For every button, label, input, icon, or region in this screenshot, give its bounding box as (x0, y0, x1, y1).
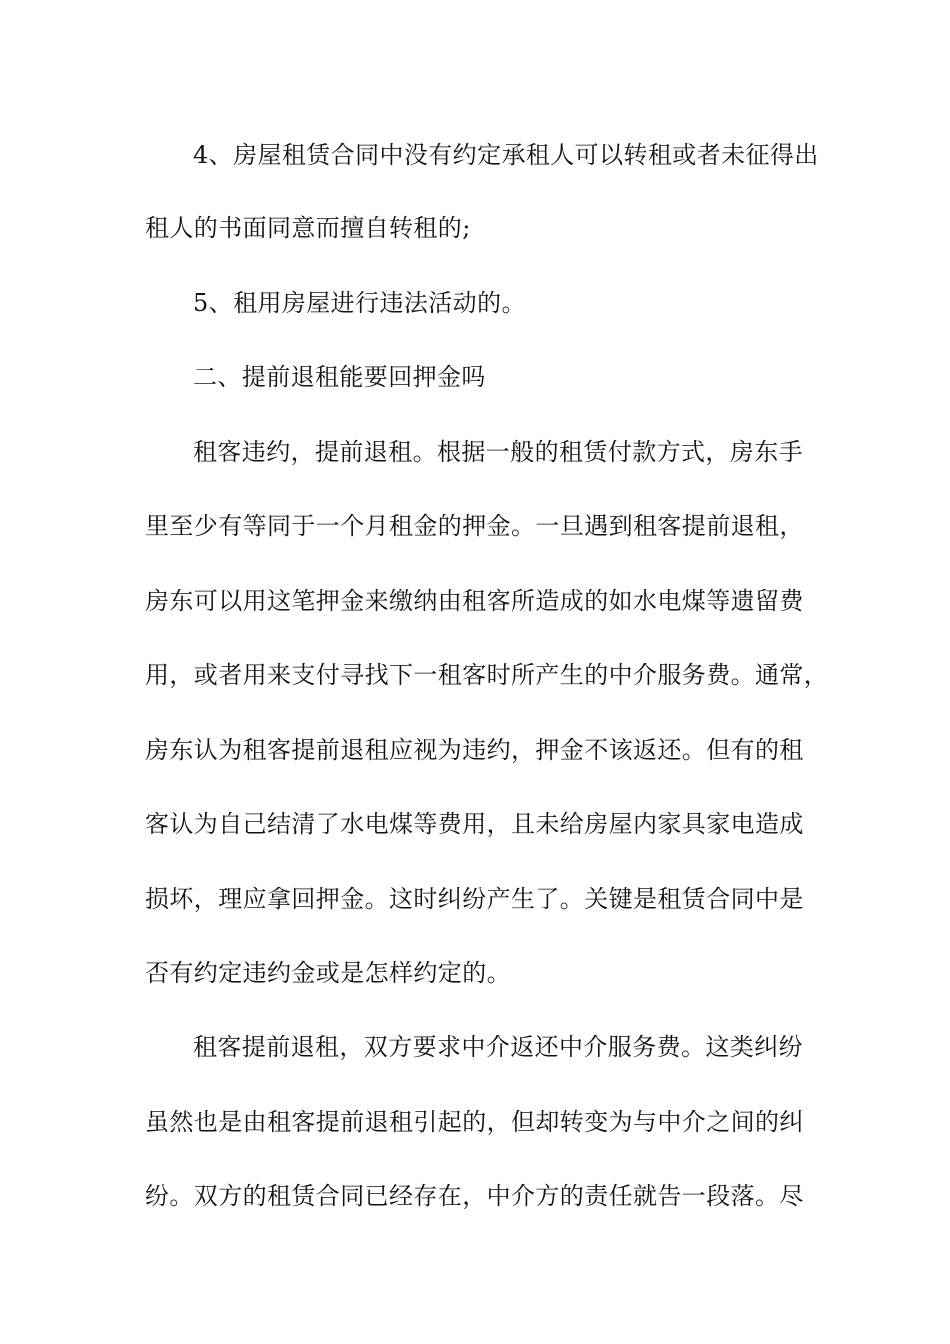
text-line: 房东认为租客提前退租应视为违约，押金不该返还。但有的租 (145, 736, 804, 764)
text-line: 纷。双方的租赁合同已经存在，中介方的责任就告一段落。尽 (145, 1182, 804, 1210)
text-line: 否有约定违约金或是怎样约定的。 (145, 959, 511, 987)
text-line: 4、房屋租赁合同中没有约定承租人可以转租或者未征得出 (193, 141, 819, 169)
text-line: 租人的书面同意而擅自转租的; (145, 214, 471, 242)
text-line: 房东可以用这笔押金来缴纳由租客所造成的如水电煤等遗留费 (145, 587, 804, 615)
text-line: 用，或者用来支付寻找下一租客时所产生的中介服务费。通常， (145, 661, 829, 689)
text-line: 损坏，理应拿回押金。这时纠纷产生了。关键是租赁合同中是 (145, 885, 804, 913)
text-line: 虽然也是由租客提前退租引起的，但却转变为与中介之间的纠 (145, 1108, 804, 1136)
text-line: 客认为自己结清了水电煤等费用，且未给房屋内家具家电造成 (145, 810, 804, 838)
text-line: 租客提前退租，双方要求中介返还中介服务费。这类纠纷 (193, 1033, 803, 1061)
section-heading: 二、提前退租能要回押金吗 (193, 363, 486, 391)
text-line: 5、租用房屋进行违法活动的。 (193, 289, 526, 317)
text-line: 租客违约，提前退租。根据一般的租赁付款方式，房东手 (193, 438, 803, 466)
text-line: 里至少有等同于一个月租金的押金。一旦遇到租客提前退租， (145, 512, 804, 540)
